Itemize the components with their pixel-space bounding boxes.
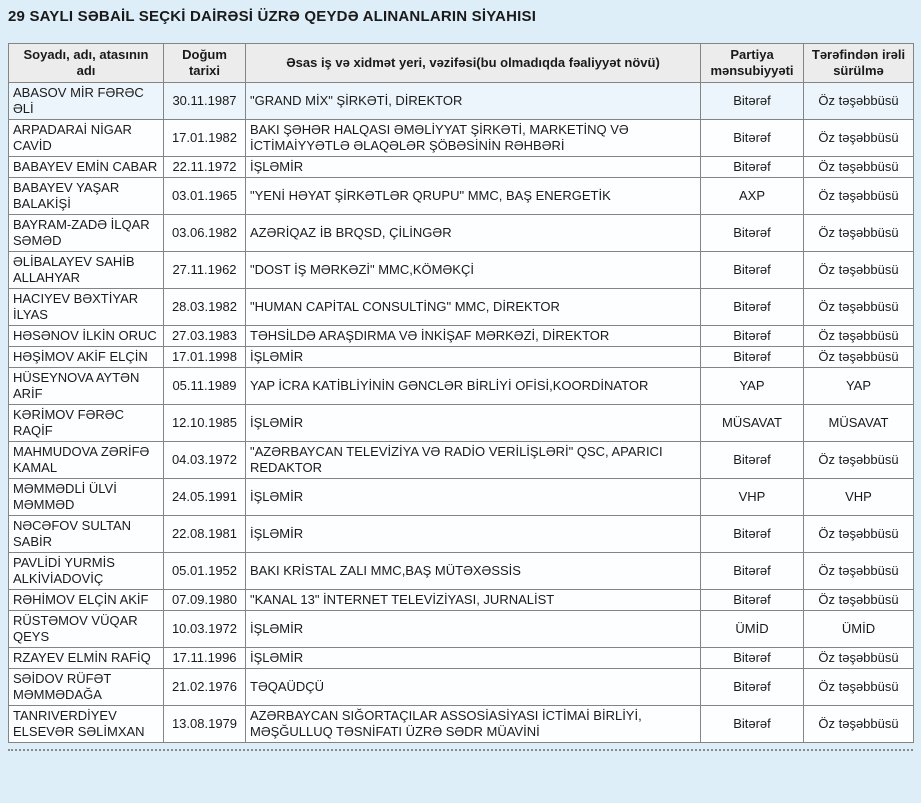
cell-name: HƏŞİMOV AKİF ELÇİN (9, 347, 164, 368)
cell-name: BABAYEV YAŞAR BALAKİŞİ (9, 178, 164, 215)
cell-birth-date: 03.01.1965 (164, 178, 246, 215)
cell-birth-date: 24.05.1991 (164, 479, 246, 516)
cell-birth-date: 13.08.1979 (164, 706, 246, 743)
cell-nominated-by: Öz təşəbbüsü (804, 83, 914, 120)
cell-nominated-by: Öz təşəbbüsü (804, 590, 914, 611)
column-header-party: Partiya mənsubiyyəti (701, 44, 804, 83)
table-row (9, 120, 914, 157)
cell-job: İŞLƏMİR (246, 347, 701, 368)
cell-birth-date: 22.11.1972 (164, 157, 246, 178)
cell-birth-date: 22.08.1981 (164, 516, 246, 553)
cell-party: Bitərəf (701, 553, 804, 590)
table-row (9, 516, 914, 553)
cell-job: İŞLƏMİR (246, 405, 701, 442)
cell-nominated-by: Öz təşəbbüsü (804, 669, 914, 706)
cell-name: RƏHİMOV ELÇİN AKİF (9, 590, 164, 611)
cell-birth-date: 17.01.1982 (164, 120, 246, 157)
table-row (9, 442, 914, 479)
cell-birth-date: 21.02.1976 (164, 669, 246, 706)
table-header (9, 44, 914, 83)
cell-job: AZƏRBAYCAN SIĞORTAÇILAR ASSOSİASİYASI İCTİMAİ BİRLİYİ, MƏŞĞULLUQ TƏSNİFATI ÜZRƏ SƏDR MÜAVİNİ (246, 706, 701, 743)
cell-nominated-by: Öz təşəbbüsü (804, 215, 914, 252)
column-header-nominated-by: Tərəfindən irəli sürülmə (804, 44, 914, 83)
cell-party: Bitərəf (701, 590, 804, 611)
table-row (9, 215, 914, 252)
cell-name: HƏSƏNOV İLKİN ORUC (9, 326, 164, 347)
table-row (9, 252, 914, 289)
cell-job: "YENİ HƏYAT ŞİRKƏTLƏR QRUPU" MMC, BAŞ ENERGETİK (246, 178, 701, 215)
cell-job: "DOST İŞ MƏRKƏZİ" MMC,KÖMƏKÇİ (246, 252, 701, 289)
table-row (9, 368, 914, 405)
cell-job: İŞLƏMİR (246, 648, 701, 669)
cell-nominated-by: Öz təşəbbüsü (804, 648, 914, 669)
cell-party: Bitərəf (701, 516, 804, 553)
cell-party: Bitərəf (701, 252, 804, 289)
cell-name: MAHMUDOVA ZƏRİFƏ KAMAL (9, 442, 164, 479)
column-header-job: Əsas iş və xidmət yeri, vəzifəsi(bu olmadıqda fəaliyyət növü) (246, 44, 701, 83)
cell-job: İŞLƏMİR (246, 157, 701, 178)
cell-party: Bitərəf (701, 442, 804, 479)
cell-birth-date: 27.03.1983 (164, 326, 246, 347)
cell-birth-date: 04.03.1972 (164, 442, 246, 479)
cell-party: MÜSAVAT (701, 405, 804, 442)
table-row (9, 553, 914, 590)
cell-job: AZƏRİQAZ İB BRQSD, ÇİLİNGƏR (246, 215, 701, 252)
cell-nominated-by: VHP (804, 479, 914, 516)
cell-name: ABASOV MİR FƏRƏC ƏLİ (9, 83, 164, 120)
cell-nominated-by: Öz təşəbbüsü (804, 120, 914, 157)
registered-candidates-table (8, 43, 914, 743)
cell-job: BAKI ŞƏHƏR HALQASI ƏMƏLİYYAT ŞİRKƏTİ, MARKETİNQ VƏ İCTİMAİYYƏTLƏ ƏLAQƏLƏR ŞÖBƏSİNİN RƏHBƏRİ (246, 120, 701, 157)
cell-party: Bitərəf (701, 120, 804, 157)
cell-party: YAP (701, 368, 804, 405)
cell-name: MƏMMƏDLİ ÜLVİ MƏMMƏD (9, 479, 164, 516)
cell-nominated-by: Öz təşəbbüsü (804, 252, 914, 289)
table-row (9, 347, 914, 368)
cell-party: ÜMİD (701, 611, 804, 648)
cell-party: Bitərəf (701, 706, 804, 743)
cell-job: TƏQAÜDÇÜ (246, 669, 701, 706)
table-body (9, 83, 914, 743)
cell-nominated-by: Öz təşəbbüsü (804, 516, 914, 553)
table-row (9, 590, 914, 611)
cell-nominated-by: Öz təşəbbüsü (804, 442, 914, 479)
cell-nominated-by: MÜSAVAT (804, 405, 914, 442)
cell-birth-date: 07.09.1980 (164, 590, 246, 611)
cell-party: Bitərəf (701, 648, 804, 669)
cell-name: PAVLİDİ YURMİS ALKİVİADOVİÇ (9, 553, 164, 590)
table-row (9, 611, 914, 648)
cell-party: Bitərəf (701, 215, 804, 252)
cell-birth-date: 10.03.1972 (164, 611, 246, 648)
cell-party: VHP (701, 479, 804, 516)
cell-nominated-by: Öz təşəbbüsü (804, 178, 914, 215)
cell-nominated-by: Öz təşəbbüsü (804, 706, 914, 743)
cell-birth-date: 28.03.1982 (164, 289, 246, 326)
cell-birth-date: 05.01.1952 (164, 553, 246, 590)
cell-nominated-by: Öz təşəbbüsü (804, 326, 914, 347)
cell-job: İŞLƏMİR (246, 479, 701, 516)
page-title: 29 SAYLI SƏBAİL SEÇKİ DAİRƏSİ ÜZRƏ QEYDƏ ALINANLARIN SİYAHISI (8, 8, 537, 25)
cell-name: TANRIVERDİYEV ELSEVƏR SƏLİMXAN (9, 706, 164, 743)
cell-name: BAYRAM-ZADƏ İLQAR SƏMƏD (9, 215, 164, 252)
table-row (9, 157, 914, 178)
cell-job: "HUMAN CAPİTAL CONSULTİNG" MMC, DİREKTOR (246, 289, 701, 326)
cell-party: Bitərəf (701, 83, 804, 120)
cell-job: TƏHSİLDƏ ARAŞDIRMA VƏ İNKİŞAF MƏRKƏZİ, DİREKTOR (246, 326, 701, 347)
cell-name: HÜSEYNOVA AYTƏN ARİF (9, 368, 164, 405)
table-row (9, 326, 914, 347)
table-row (9, 178, 914, 215)
cell-birth-date: 03.06.1982 (164, 215, 246, 252)
cell-nominated-by: Öz təşəbbüsü (804, 347, 914, 368)
cell-nominated-by: YAP (804, 368, 914, 405)
cell-name: ARPADARAİ NİGAR CAVİD (9, 120, 164, 157)
cell-name: RZAYEV ELMİN RAFİQ (9, 648, 164, 669)
table-row (9, 706, 914, 743)
cell-job: İŞLƏMİR (246, 516, 701, 553)
cell-job: "GRAND MİX" ŞİRKƏTİ, DİREKTOR (246, 83, 701, 120)
table-row (9, 479, 914, 516)
column-header-name: Soyadı, adı, atasının adı (9, 44, 164, 83)
cell-party: Bitərəf (701, 669, 804, 706)
cell-job: "KANAL 13" İNTERNET TELEVİZİYASI, JURNALİST (246, 590, 701, 611)
cell-birth-date: 05.11.1989 (164, 368, 246, 405)
cell-birth-date: 12.10.1985 (164, 405, 246, 442)
column-header-birth-date: Doğum tarixi (164, 44, 246, 83)
cell-nominated-by: Öz təşəbbüsü (804, 289, 914, 326)
table-row (9, 405, 914, 442)
cell-nominated-by: ÜMİD (804, 611, 914, 648)
dotted-divider (8, 749, 913, 751)
cell-name: HACIYEV BƏXTİYAR İLYAS (9, 289, 164, 326)
table-row (9, 669, 914, 706)
cell-birth-date: 30.11.1987 (164, 83, 246, 120)
cell-name: ƏLİBALAYEV SAHİB ALLAHYAR (9, 252, 164, 289)
cell-birth-date: 17.11.1996 (164, 648, 246, 669)
header-row (9, 44, 914, 83)
cell-nominated-by: Öz təşəbbüsü (804, 157, 914, 178)
cell-job: İŞLƏMİR (246, 611, 701, 648)
cell-name: NƏCƏFOV SULTAN SABİR (9, 516, 164, 553)
table-row (9, 289, 914, 326)
cell-party: Bitərəf (701, 289, 804, 326)
cell-party: AXP (701, 178, 804, 215)
cell-party: Bitərəf (701, 157, 804, 178)
cell-nominated-by: Öz təşəbbüsü (804, 553, 914, 590)
cell-party: Bitərəf (701, 326, 804, 347)
cell-name: BABAYEV EMİN CABAR (9, 157, 164, 178)
cell-job: YAP İCRA KATİBLİYİNİN GƏNCLƏR BİRLİYİ OFİSİ,KOORDİNATOR (246, 368, 701, 405)
cell-job: "AZƏRBAYCAN TELEVİZİYA VƏ RADİO VERİLİŞLƏRİ" QSC, APARICI REDAKTOR (246, 442, 701, 479)
cell-name: RÜSTƏMOV VÜQAR QEYS (9, 611, 164, 648)
cell-birth-date: 17.01.1998 (164, 347, 246, 368)
table-row (9, 83, 914, 120)
cell-birth-date: 27.11.1962 (164, 252, 246, 289)
cell-name: KƏRİMOV FƏRƏC RAQİF (9, 405, 164, 442)
cell-name: SƏİDOV RÜFƏT MƏMMƏDAĞA (9, 669, 164, 706)
table-row (9, 648, 914, 669)
cell-job: BAKI KRİSTAL ZALI MMC,BAŞ MÜTƏXƏSSİS (246, 553, 701, 590)
cell-party: Bitərəf (701, 347, 804, 368)
